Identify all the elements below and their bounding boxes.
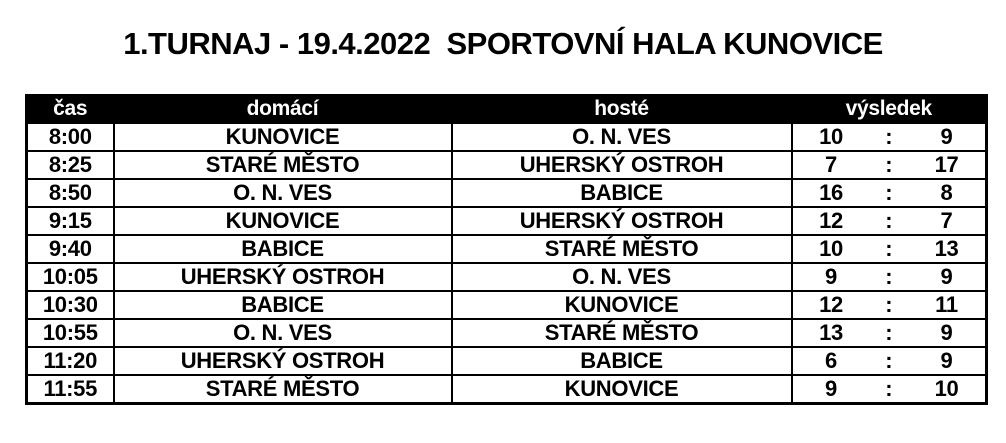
guest-team: KUNOVICE [452,291,792,319]
guest-team: UHERSKÝ OSTROH [452,151,792,179]
score-separator: : [885,375,893,401]
home-score: 16 [819,179,843,205]
away-score: 17 [934,151,959,177]
guest-team: KUNOVICE [452,375,792,404]
away-score: 9 [940,123,953,149]
match-result [792,151,987,179]
guest-team: STARÉ MĚSTO [452,319,792,347]
guest-team: UHERSKÝ OSTROH [452,207,792,235]
result-line [793,264,986,290]
table-row [27,151,987,179]
home-team: KUNOVICE [114,123,452,151]
score-separator: : [885,319,893,345]
home-team: UHERSKÝ OSTROH [114,347,452,375]
column-header-home: domácí [114,96,452,123]
score-separator: : [885,151,893,177]
match-time: 9:40 [27,235,114,263]
table-row [27,347,987,375]
away-score: 9 [940,263,953,289]
home-score: 10 [819,123,843,149]
table-body [27,123,987,404]
guest-team: BABICE [452,347,792,375]
header-row [27,96,987,123]
result-line [793,320,986,346]
column-header-guest: hosté [452,96,792,123]
guest-team: O. N. VES [452,123,792,151]
schedule-table [25,94,988,405]
table-row [27,207,987,235]
home-score: 12 [819,291,843,317]
table-row [27,263,987,291]
match-result [792,263,987,291]
away-score: 9 [940,319,953,345]
table-row [27,123,987,151]
score-separator: : [885,347,893,373]
home-team: O. N. VES [114,179,452,207]
page-title: 1.TURNAJ - 19.4.2022 SPORTOVNÍ HALA KUNOVICE [123,26,883,61]
table-header [27,96,987,123]
score-separator: : [885,207,893,233]
match-result [792,375,987,404]
guest-team: O. N. VES [452,263,792,291]
away-score: 8 [940,179,953,205]
table-row [27,319,987,347]
match-time: 11:55 [27,375,114,404]
result-line [793,180,986,206]
column-header-result: výsledek [792,96,987,123]
score-separator: : [885,179,893,205]
home-score: 13 [819,319,843,345]
home-team: UHERSKÝ OSTROH [114,263,452,291]
away-score: 11 [935,291,958,317]
match-time: 8:25 [27,151,114,179]
match-result [792,347,987,375]
guest-team: STARÉ MĚSTO [452,235,792,263]
result-line [793,376,986,402]
away-score: 9 [940,347,953,373]
match-time: 9:15 [27,207,114,235]
home-team: KUNOVICE [114,207,452,235]
match-result [792,319,987,347]
home-score: 6 [825,347,837,373]
match-time: 10:30 [27,291,114,319]
match-time: 10:55 [27,319,114,347]
result-line [793,292,986,318]
home-team: BABICE [114,235,452,263]
result-line [793,348,986,374]
schedule-table-container [25,94,985,405]
match-result [792,207,987,235]
result-line [793,208,986,234]
table-row [27,235,987,263]
match-time: 8:00 [27,123,114,151]
table-row [27,291,987,319]
table-row [27,375,987,404]
result-line [793,124,986,150]
table-row [27,179,987,207]
column-header-time: čas [27,96,114,123]
home-score: 9 [825,263,837,289]
home-team: O. N. VES [114,319,452,347]
home-team: STARÉ MĚSTO [114,151,452,179]
guest-team: BABICE [452,179,792,207]
home-score: 12 [819,207,843,233]
score-separator: : [885,291,893,317]
result-line [793,152,986,178]
match-result [792,123,987,151]
home-score: 7 [825,151,837,177]
home-score: 9 [825,375,837,401]
score-separator: : [885,123,893,149]
match-time: 8:50 [27,179,114,207]
home-team: BABICE [114,291,452,319]
away-score: 13 [934,235,959,261]
match-time: 11:20 [27,347,114,375]
match-result [792,235,987,263]
away-score: 10 [934,375,959,401]
match-time: 10:05 [27,263,114,291]
away-score: 7 [940,207,953,233]
match-result [792,291,987,319]
score-separator: : [885,263,893,289]
score-separator: : [885,235,893,261]
result-line [793,236,986,262]
home-team: STARÉ MĚSTO [114,375,452,404]
match-result [792,179,987,207]
home-score: 10 [819,235,843,261]
